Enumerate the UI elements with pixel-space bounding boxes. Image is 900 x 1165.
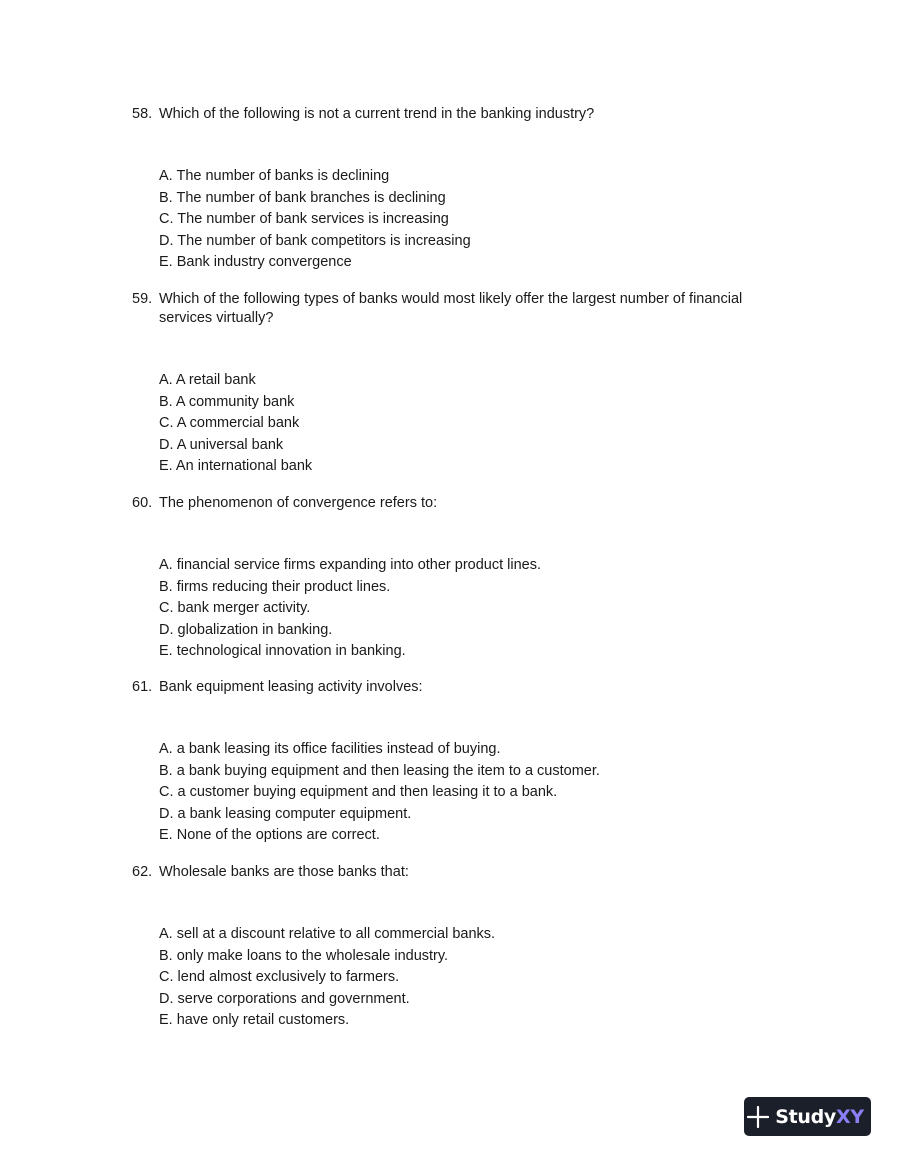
question-text: Wholesale banks are those banks that: — [159, 864, 409, 880]
answer-option: A. sell at a discount relative to all commercial banks. — [159, 926, 496, 942]
answer-options — [159, 370, 772, 478]
answer-option: A. a bank leasing its office facilities instead of buying. — [159, 741, 501, 757]
question-header — [132, 290, 772, 328]
answer-option: A. A retail bank — [159, 372, 256, 388]
answer-option: D. globalization in banking. — [159, 621, 333, 638]
answer-option: B. firms reducing their product lines. — [159, 578, 391, 595]
answer-option: D. serve corporations and government. — [159, 990, 410, 1007]
answer-option: D. A universal bank — [159, 436, 284, 453]
question-58 — [132, 105, 772, 274]
answer-option: E. have only retail customers. — [159, 1012, 350, 1029]
answer-option: A. The number of banks is declining — [159, 168, 390, 184]
answer-options — [159, 924, 772, 1032]
question-header — [132, 678, 772, 697]
answer-option: B. The number of bank branches is declining — [159, 189, 446, 206]
answer-option: C. bank merger activity. — [159, 600, 311, 617]
question-61 — [132, 678, 772, 847]
question-header — [132, 863, 772, 882]
answer-option: E. technological innovation in banking. — [159, 643, 406, 660]
answer-option: E. An international bank — [159, 458, 313, 475]
question-number: 59. — [132, 291, 153, 307]
question-number: 62. — [132, 864, 153, 880]
answer-option: C. a customer buying equipment and then leasing it to a bank. — [159, 784, 558, 801]
brand-name-main: Study — [775, 1105, 836, 1128]
answer-option: D. a bank leasing computer equipment. — [159, 805, 412, 822]
answer-option: E. Bank industry convergence — [159, 254, 352, 271]
studyxy-brand-badge[interactable] — [744, 1097, 871, 1136]
question-60 — [132, 494, 772, 663]
answer-option: E. None of the options are correct. — [159, 827, 380, 844]
question-text: Which of the following types of banks would most likely offer the largest number of financial services virtually? — [159, 291, 743, 326]
answer-options — [159, 166, 772, 274]
answer-option: D. The number of bank competitors is increasing — [159, 232, 471, 249]
question-text: Which of the following is not a current trend in the banking industry? — [159, 106, 595, 122]
plus-sparkle-icon — [747, 1106, 769, 1128]
question-header — [132, 105, 772, 124]
question-header — [132, 494, 772, 513]
answer-option: A. financial service firms expanding into other product lines. — [159, 557, 542, 573]
brand-name-accent: XY — [835, 1105, 864, 1128]
question-number: 58. — [132, 106, 153, 122]
question-text: Bank equipment leasing activity involves: — [159, 679, 423, 695]
answer-options — [159, 739, 772, 847]
answer-option: B. a bank buying equipment and then leasing the item to a customer. — [159, 762, 600, 779]
answer-option: C. The number of bank services is increasing — [159, 211, 449, 228]
answer-options — [159, 555, 772, 663]
question-text: The phenomenon of convergence refers to: — [159, 495, 438, 511]
question-number: 61. — [132, 679, 153, 695]
answer-option: C. A commercial bank — [159, 415, 300, 432]
brand-name — [775, 1106, 864, 1128]
question-62 — [132, 863, 772, 1032]
question-number: 60. — [132, 495, 153, 511]
answer-option: B. A community bank — [159, 393, 295, 410]
answer-option: B. only make loans to the wholesale industry. — [159, 947, 449, 964]
answer-option: C. lend almost exclusively to farmers. — [159, 969, 400, 986]
question-59 — [132, 290, 772, 478]
